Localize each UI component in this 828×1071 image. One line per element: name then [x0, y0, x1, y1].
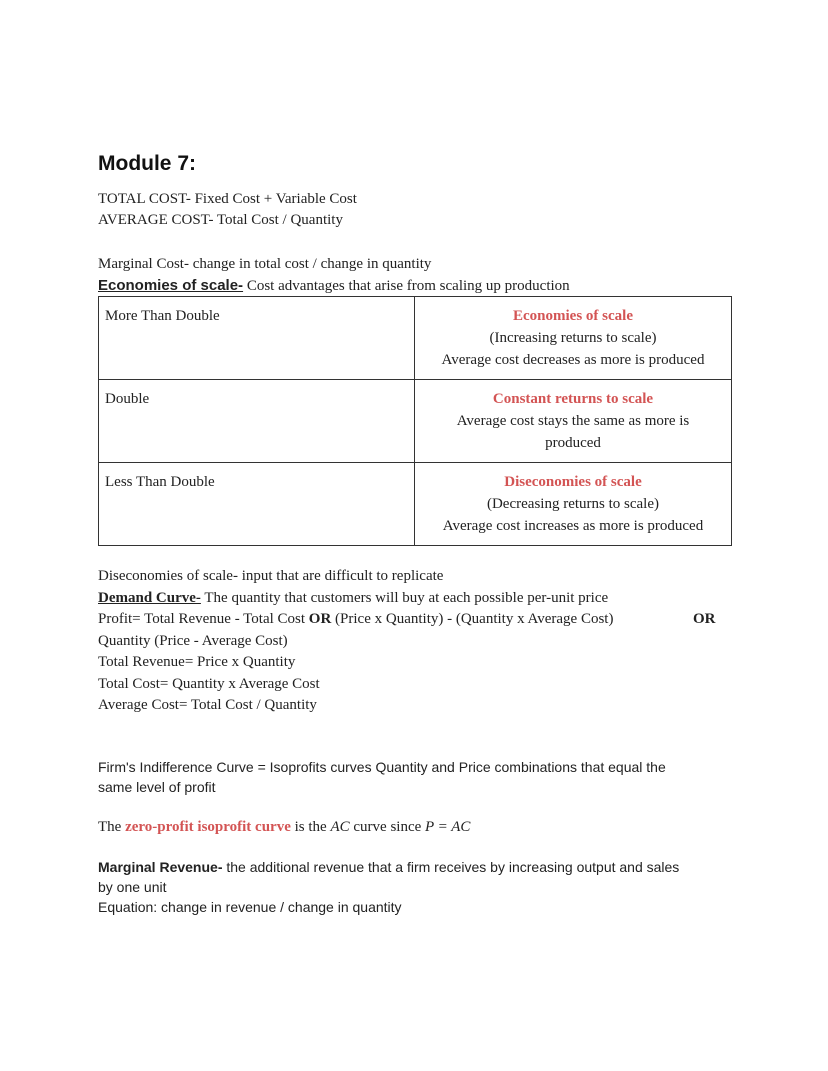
- marginal-revenue-equation: Equation: change in revenue / change in quantity: [98, 899, 402, 915]
- economies-of-scale-label: Economies of scale-: [98, 277, 244, 294]
- indifference-curve-line2: same level of profit: [98, 779, 216, 795]
- table-cell-line: Average cost stays the same as more is: [456, 413, 690, 429]
- table-cell-left: Less Than Double: [99, 463, 415, 546]
- zero-profit-equation: P = AC: [425, 819, 471, 835]
- table-cell-right: [415, 463, 732, 546]
- demand-curve-text: The quantity that customers will buy at each possible per-unit price: [200, 590, 609, 606]
- profit-formula-line2: Quantity (Price - Average Cost): [98, 633, 288, 649]
- table-row: [99, 297, 732, 380]
- average-cost-formula: Average Cost= Total Cost / Quantity: [98, 697, 317, 713]
- economies-of-scale-definition: [98, 275, 570, 297]
- page-title: Module 7:: [98, 152, 196, 175]
- zero-profit-ac: AC: [330, 819, 350, 835]
- table-cell-heading: Diseconomies of scale: [504, 474, 642, 490]
- economies-of-scale-text: Cost advantages that arise from scaling up production: [243, 278, 570, 294]
- table-cell-line: Average cost increases as more is produced: [442, 518, 704, 534]
- table-cell-left: Double: [99, 380, 415, 463]
- marginal-revenue-line2: by one unit: [98, 879, 167, 895]
- table-cell-right: [415, 380, 732, 463]
- marginal-revenue-label: Marginal Revenue-: [98, 859, 223, 875]
- profit-formula: [98, 609, 718, 630]
- returns-to-scale-table: [98, 296, 732, 546]
- zero-profit-mid2: curve since: [349, 819, 426, 835]
- table-cell-right: [415, 297, 732, 380]
- diseconomies-note: Diseconomies of scale- input that are difficult to replicate: [98, 568, 444, 584]
- table-row: [99, 463, 732, 546]
- profit-or-2: OR: [693, 611, 716, 627]
- table-cell-line: Average cost decreases as more is produced: [441, 352, 705, 368]
- zero-profit-curve-note: [98, 817, 470, 838]
- demand-curve-label: Demand Curve-: [98, 590, 201, 606]
- marginal-cost-definition: Marginal Cost- change in total cost / change in quantity: [98, 256, 432, 272]
- table-cell-line: (Increasing returns to scale): [489, 330, 657, 346]
- profit-part-1: Profit= Total Revenue - Total Cost: [98, 611, 309, 627]
- table-cell-heading: Constant returns to scale: [492, 391, 654, 407]
- demand-curve-definition: [98, 588, 608, 609]
- zero-profit-pre: The: [98, 819, 126, 835]
- zero-profit-highlight: zero-profit isoprofit curve: [125, 819, 291, 835]
- indifference-curve-line1: Firm's Indifference Curve = Isoprofits curves Quantity and Price combinations that equal the: [98, 759, 666, 775]
- total-revenue-formula: Total Revenue= Price x Quantity: [98, 654, 296, 670]
- marginal-revenue-text: the additional revenue that a firm receives by increasing output and sales: [222, 859, 680, 875]
- profit-or-1: OR: [308, 611, 332, 627]
- table-cell-line: produced: [545, 435, 601, 451]
- marginal-revenue-line1: [98, 857, 728, 877]
- table-cell-left: More Than Double: [99, 297, 415, 380]
- profit-part-2: (Price x Quantity) - (Quantity x Average Cost): [331, 611, 614, 627]
- table-cell-line: (Decreasing returns to scale): [486, 496, 659, 512]
- zero-profit-mid: is the: [290, 819, 331, 835]
- average-cost-definition: AVERAGE COST- Total Cost / Quantity: [98, 212, 343, 228]
- total-cost-definition: TOTAL COST- Fixed Cost + Variable Cost: [98, 191, 357, 207]
- table-cell-heading: Economies of scale: [513, 308, 633, 324]
- table-row: [99, 380, 732, 463]
- total-cost-formula: Total Cost= Quantity x Average Cost: [98, 676, 320, 692]
